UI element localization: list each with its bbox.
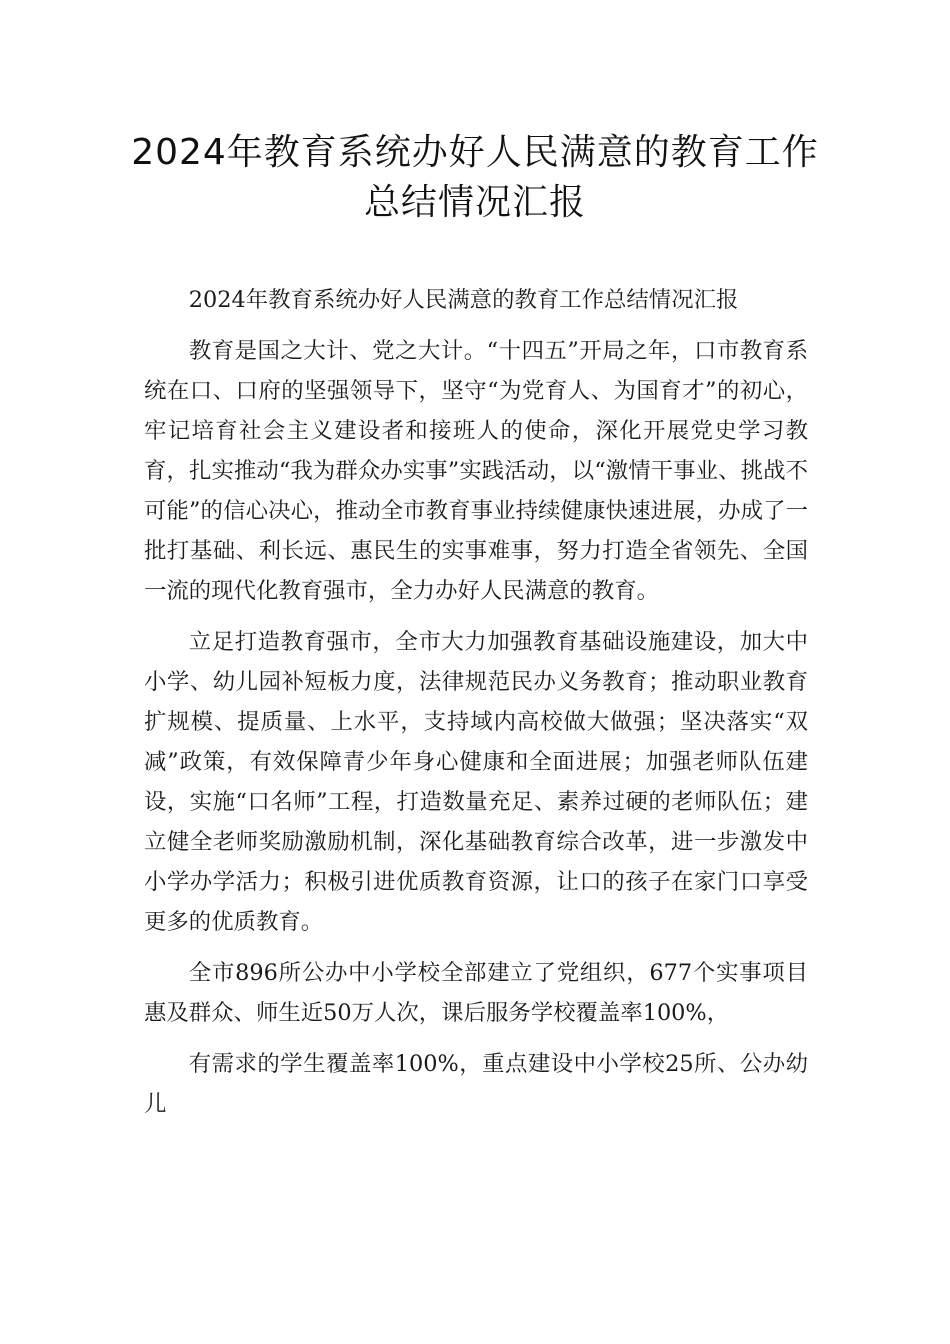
document-title: 2024年教育系统办好人民满意的教育工作总结情况汇报 <box>131 132 819 223</box>
paragraph-coverage: 有需求的学生覆盖率100%，重点建设中小学校25所、公办幼儿 <box>144 1051 808 1117</box>
document-body <box>144 280 808 1135</box>
paragraph-education-strong-city: 立足打造教育强市，全市大力加强教育基础设施建设，加大中小学、幼儿园补短板力度，法律规范民办义务教育；推动职业教育扩规模、提质量、上水平，支持域内高校做大做强；坚决落实“双减”政策，有效保障青少年身心健康和全面进展；加强老师队伍建设，实施“口名师”工程，打造数量充足、素养过硬的老师队伍；建立健全老师奖励激励机制，深化基础教育综合改革，进一步激发中小学办学活力；积极引进优质教育资源，让口的孩子在家门口享受更多的优质教育。 <box>144 629 808 935</box>
paragraph-intro: 教育是国之大计、党之大计。“十四五”开局之年，口市教育系统在口、口府的坚强领导下，坚守“为党育人、为国育才”的初心，牢记培育社会主义建设者和接班人的使命，深化开展党史学习教育，扎实推动“我为群众办实事”实践活动，以“激情干事业、挑战不可能”的信心决心，推动全市教育事业持续健康快速进展，办成了一批打基础、利长远、惠民生的实事难事，努力打造全省领先、全国一流的现代化教育强市，全力办好人民满意的教育。 <box>144 338 808 604</box>
document-subtitle: 2024年教育系统办好人民满意的教育工作总结情况汇报 <box>188 287 739 313</box>
paragraph-statistics: 全市896所公办中小学校全部建立了党组织，677个实事项目惠及群众、师生近50万人次，课后服务学校覆盖率100%， <box>144 960 808 1026</box>
